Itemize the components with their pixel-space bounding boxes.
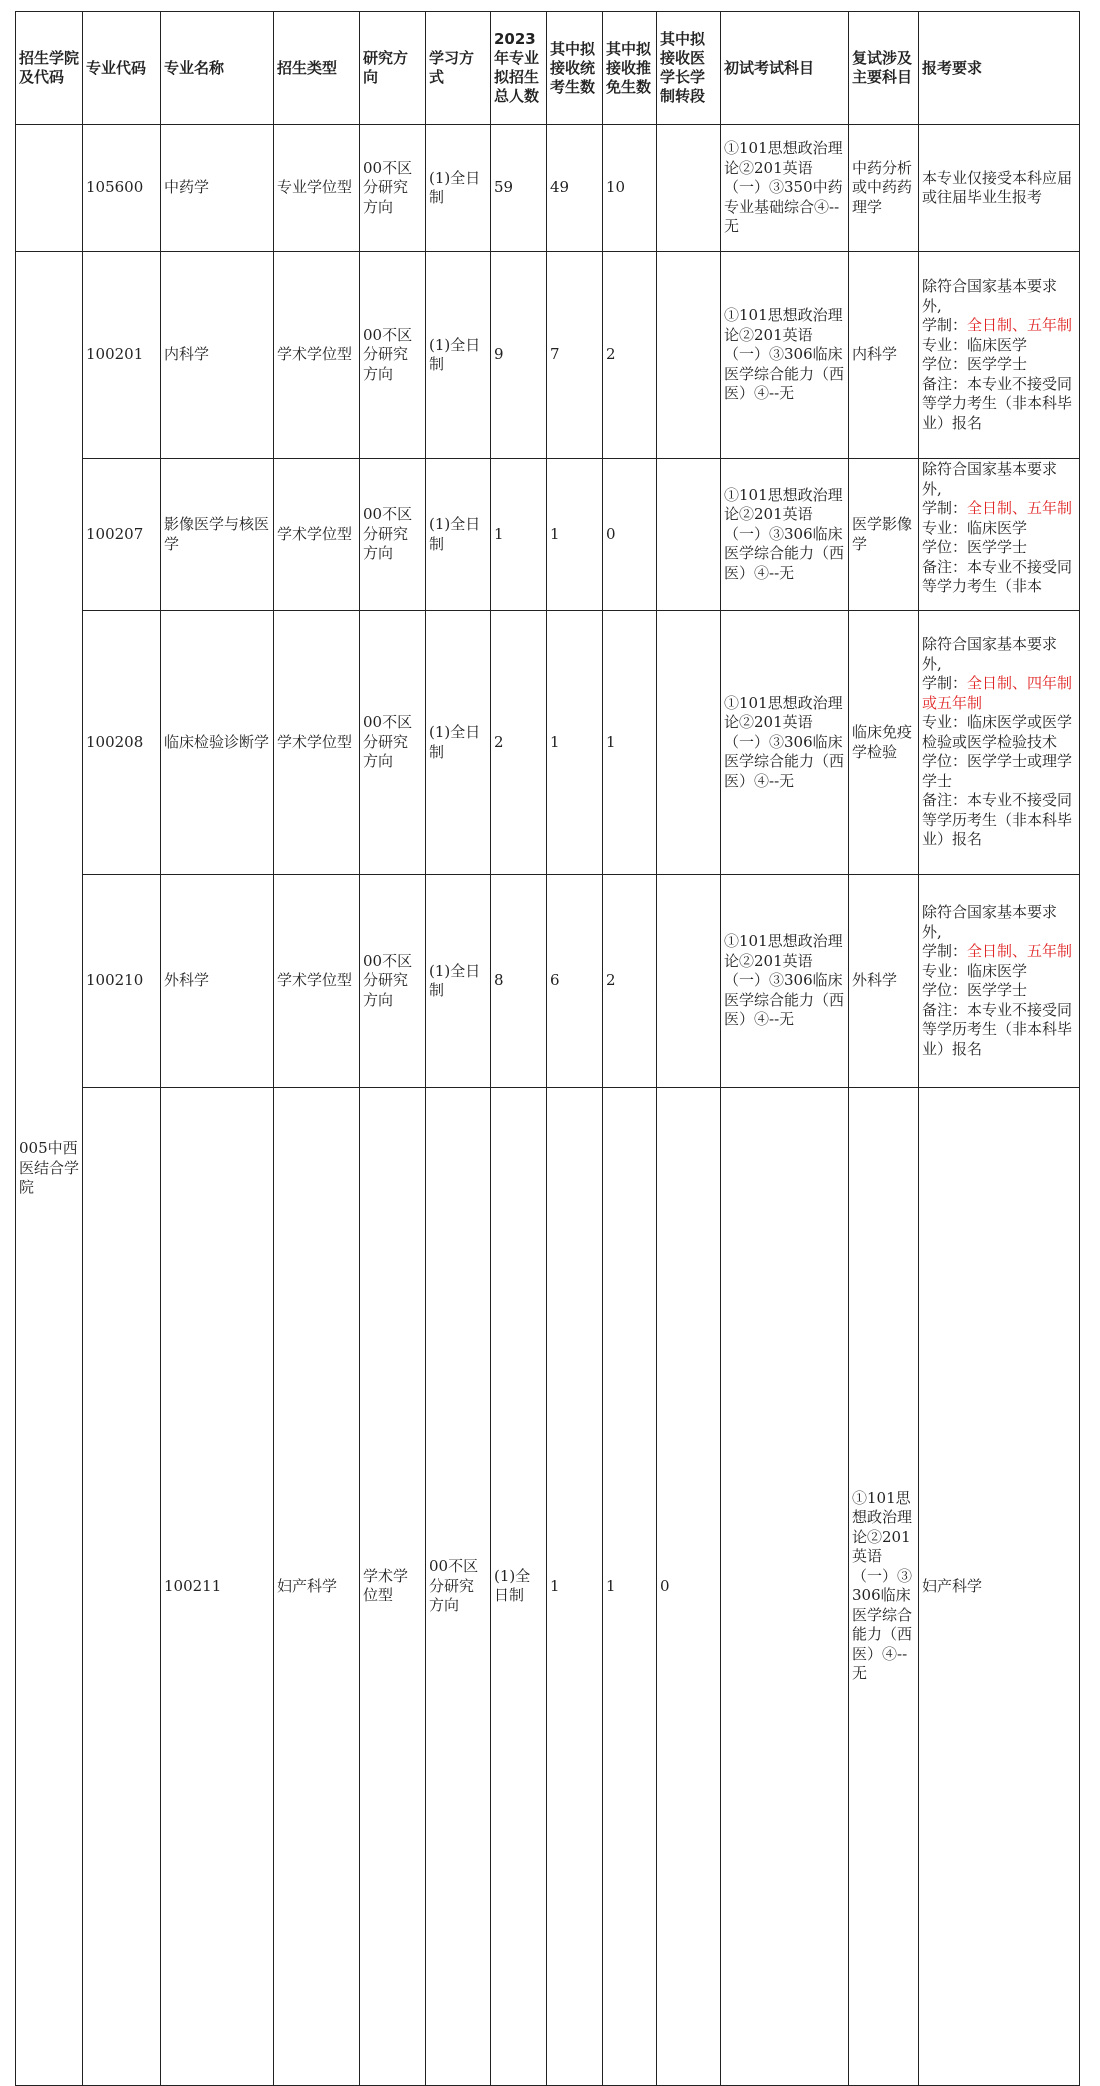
cell-code: 100210: [83, 875, 161, 1088]
table-row: [16, 459, 1080, 611]
req-major: 专业：临床医学或医学检验或医学检验技术: [922, 713, 1073, 751]
cell-exam: ①101思想政治理论②201英语（一）③306临床医学综合能力（西医）④--无: [721, 459, 849, 611]
header-college: 招生学院及代码: [16, 12, 83, 125]
req-system: [922, 316, 1076, 336]
req-degree: 学位：医学学士: [922, 981, 1028, 999]
cell-unified: 1: [603, 1088, 657, 2086]
cell-type: 学术学位型: [274, 611, 360, 875]
req-system-value: 全日制、五年制: [967, 316, 1073, 334]
req-clip: [922, 460, 1076, 609]
cell-total: 8: [491, 875, 547, 1088]
cell-transfer: [657, 252, 721, 459]
cell-exempt: 2: [603, 875, 657, 1088]
cell-unified: 1: [547, 459, 603, 611]
header-exam: 初试考试科目: [721, 12, 849, 125]
cell-type: 学术学位型: [274, 252, 360, 459]
cell-unified: 49: [547, 125, 603, 252]
cell-name: 妇产科学: [274, 1088, 360, 2086]
cell-transfer: [657, 125, 721, 252]
cell-mode: (1)全日制: [426, 252, 491, 459]
header-direction: 研究方向: [360, 12, 426, 125]
cell-direction: 00不区分研究方向: [360, 875, 426, 1088]
req-degree: 学位：医学学士或理学学士: [922, 752, 1073, 790]
req-system: [922, 499, 1076, 519]
req-system-value: 全日制、五年制: [967, 942, 1073, 960]
table-row: [16, 125, 1080, 252]
cell-total: 1: [491, 459, 547, 611]
cell-retest: 医学影像学: [849, 459, 919, 611]
cell-code: 105600: [83, 125, 161, 252]
cell-exempt: 1: [603, 611, 657, 875]
table-row: [16, 875, 1080, 1088]
cell-college-group: 005中西医结合学院: [16, 252, 83, 2086]
req-system-value: 全日制、五年制: [967, 499, 1073, 517]
req-system-label: 学制：: [922, 942, 968, 960]
cell-exam: ①101思想政治理论②201英语（一）③306临床医学综合能力（西医）④--无: [849, 1088, 919, 2086]
cell-code: 100211: [161, 1088, 274, 2086]
req-system-label: 学制：: [922, 674, 968, 693]
cell-retest: 内科学: [849, 252, 919, 459]
header-row: [16, 12, 1080, 125]
req-intro: 本专业仅接受本科应届或往届毕业生报考: [922, 168, 1073, 206]
req-major: 专业：临床医学: [922, 518, 1028, 537]
cell-mode: (1)全日制: [426, 611, 491, 875]
cell-exam: ①101思想政治理论②201英语（一）③306临床医学综合能力（西医）④--无: [721, 875, 849, 1088]
cell-transfer: [721, 1088, 849, 2086]
header-exempt: 其中拟接收推免生数: [603, 12, 657, 125]
cell-mode: (1)全日制: [491, 1088, 547, 2086]
cell-type: 学术学位型: [274, 459, 360, 611]
header-type: 招生类型: [274, 12, 360, 125]
cell-requirements: [919, 125, 1080, 252]
cell-college: [83, 1088, 161, 2086]
cell-exam: ①101思想政治理论②201英语（一）③306临床医学综合能力（西医）④--无: [721, 252, 849, 459]
cell-exam: ①101思想政治理论②201英语（一）③306临床医学综合能力（西医）④--无: [721, 611, 849, 875]
header-name: 专业名称: [161, 12, 274, 125]
header-transfer: 其中拟接收医学长学制转段: [657, 12, 721, 125]
req-note: 备注：本专业不接受同等学力考生（非本: [922, 557, 1073, 595]
table-row: [16, 252, 1080, 459]
cell-name: 中药学: [161, 125, 274, 252]
cell-direction: 00不区分研究方向: [426, 1088, 491, 2086]
cell-total: 9: [491, 252, 547, 459]
req-system: [922, 674, 1076, 713]
cell-type: 学术学位型: [360, 1088, 426, 2086]
req-intro: 除符合国家基本要求外,: [922, 903, 1058, 941]
cell-unified: 1: [547, 611, 603, 875]
cell-direction: 00不区分研究方向: [360, 252, 426, 459]
req-intro: 除符合国家基本要求外,: [922, 635, 1058, 673]
cell-college: [16, 125, 83, 252]
cell-mode: (1)全日制: [426, 459, 491, 611]
req-major: 专业：临床医学: [922, 335, 1028, 354]
req-degree: 学位：医学学士: [922, 538, 1028, 556]
cell-direction: 00不区分研究方向: [360, 125, 426, 252]
cell-transfer: [657, 875, 721, 1088]
req-system-label: 学制：: [922, 316, 968, 334]
req-major: 专业：临床医学: [922, 961, 1028, 980]
header-total: 2023年专业拟招生总人数: [491, 12, 547, 125]
cell-total: 2: [491, 611, 547, 875]
header-requirements: 报考要求: [919, 12, 1080, 125]
cell-retest: 外科学: [849, 875, 919, 1088]
admissions-table: [15, 11, 1080, 2086]
cell-retest: 临床免疫学检验: [849, 611, 919, 875]
cell-exempt: 0: [603, 459, 657, 611]
cell-requirements: [919, 252, 1080, 459]
cell-retest: 妇产科学: [919, 1088, 1080, 2086]
cell-unified: 6: [547, 875, 603, 1088]
req-system: [922, 942, 1076, 962]
header-mode: 学习方式: [426, 12, 491, 125]
table-row: [16, 611, 1080, 875]
header-code: 专业代码: [83, 12, 161, 125]
cell-mode: (1)全日制: [426, 875, 491, 1088]
cell-type: 专业学位型: [274, 125, 360, 252]
cell-requirements: [919, 875, 1080, 1088]
cell-code: 100201: [83, 252, 161, 459]
cell-code: 100208: [83, 611, 161, 875]
req-note: 备注：本专业不接受同等学力考生（非本科毕业）报名: [922, 374, 1073, 432]
cell-name: 临床检验诊断学: [161, 611, 274, 875]
cell-transfer: [657, 459, 721, 611]
header-retest: 复试涉及主要科目: [849, 12, 919, 125]
cell-total: 1: [547, 1088, 603, 2086]
cell-exempt: 10: [603, 125, 657, 252]
cell-direction: 00不区分研究方向: [360, 611, 426, 875]
req-intro: 除符合国家基本要求外,: [922, 277, 1058, 315]
cell-unified: 7: [547, 252, 603, 459]
cell-retest: 中药分析或中药药理学: [849, 125, 919, 252]
table-row: [16, 1088, 1080, 2086]
cell-name: 内科学: [161, 252, 274, 459]
cell-type: 学术学位型: [274, 875, 360, 1088]
cell-requirements: [919, 611, 1080, 875]
req-system-value: 全日制、四年制或五年制: [922, 674, 1073, 712]
cell-direction: 00不区分研究方向: [360, 459, 426, 611]
cell-exempt: 2: [603, 252, 657, 459]
cell-requirements: [919, 459, 1080, 611]
cell-code: 100207: [83, 459, 161, 611]
req-system-label: 学制：: [922, 499, 968, 517]
req-note: 备注：本专业不接受同等学历考生（非本科毕业）报名: [922, 1000, 1073, 1058]
req-degree: 学位：医学学士: [922, 355, 1028, 373]
cell-transfer: [657, 611, 721, 875]
header-unified: 其中拟接收统考生数: [547, 12, 603, 125]
cell-total: 59: [491, 125, 547, 252]
cell-name: 外科学: [161, 875, 274, 1088]
cell-exam: ①101思想政治理论②201英语（一）③350中药专业基础综合④--无: [721, 125, 849, 252]
cell-mode: (1)全日制: [426, 125, 491, 252]
cell-name: 影像医学与核医学: [161, 459, 274, 611]
req-intro: 除符合国家基本要求外,: [922, 460, 1058, 498]
req-note: 备注：本专业不接受同等学历考生（非本科毕业）报名: [922, 791, 1073, 849]
cell-exempt: 0: [657, 1088, 721, 2086]
